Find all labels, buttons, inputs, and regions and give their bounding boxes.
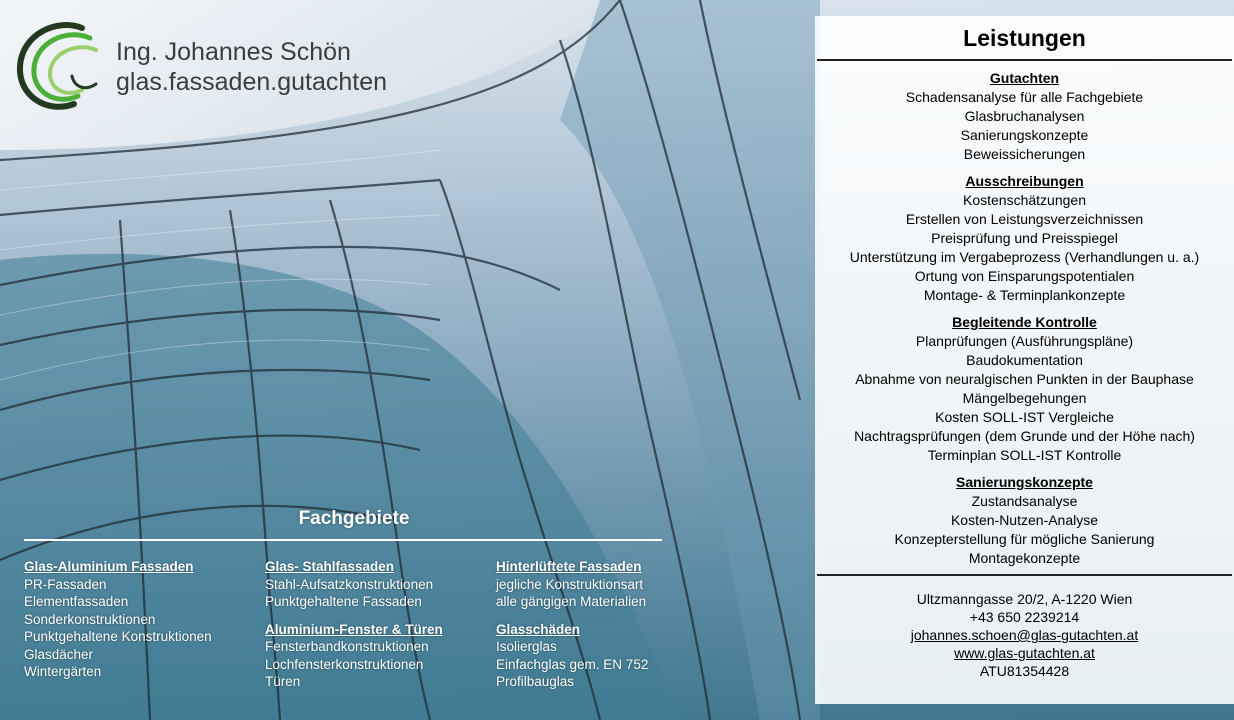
fach-item: Punktgehaltene Fassaden [265,594,422,609]
logo-tagline: glas.fassaden.gutachten [116,68,388,96]
service-item: Montagekonzepte [968,550,1081,566]
company-logo [12,16,392,116]
section-begleitende-kontrolle [815,313,1234,465]
contact-divider [817,574,1232,576]
service-item: Schadensanalyse für alle Fachgebiete [905,89,1144,105]
section-heading: Begleitende Kontrolle [952,314,1097,330]
service-item: Kostenschätzungen [963,192,1086,208]
service-item: Unterstützung im Vergabeprozess (Verhandlungen u. a.) [849,249,1200,265]
fach-item: Wintergärten [24,664,102,679]
fachgebiete-title: Fachgebiete [298,508,410,529]
fach-item: Lochfensterkonstruktionen [265,656,424,672]
section-sanierungskonzepte [815,473,1234,568]
service-item: Terminplan SOLL-IST Kontrolle [927,447,1122,463]
fach-item: Einfachglas gem. EN 752 [496,656,649,672]
fachgebiete-divider [24,539,662,541]
service-item: Preisprüfung und Preisspiegel [931,230,1118,246]
section-heading: Sanierungskonzepte [956,474,1093,490]
service-item: Montage- & Terminplankonzepte [923,287,1126,303]
fach-item: Türen [265,674,301,689]
fach-item: Profilbauglas [496,674,575,689]
fachgebiete-column-1 [24,558,212,681]
fach-item: PR-Fassaden [24,576,107,592]
fach-item: Elementfassaden [24,594,129,609]
service-item: Erstellen von Leistungsverzeichnissen [905,211,1144,227]
contact-website-link[interactable]: www.glas-gutachten.at [954,645,1095,661]
fach-item: Fensterbandkonstruktionen [265,639,429,654]
logo-swirl-icon [12,16,112,116]
services-panel [815,16,1234,704]
service-item: Ortung von Einsparungspotentialen [914,268,1135,284]
contact-phone[interactable]: +43 650 2239214 [969,609,1080,625]
contact-vat-number: ATU81354428 [979,663,1070,679]
fach-item: Sonderkonstruktionen [24,611,156,627]
service-item: Nachtragsprüfungen (dem Grunde und der Höhe nach) [854,428,1195,444]
fach-item: jegliche Konstruktionsart [496,576,644,592]
fach-heading: Glasschäden [496,621,581,637]
service-item: Kosten-Nutzen-Analyse [950,512,1099,528]
fach-heading: Glas-Aluminium Fassaden [24,559,194,574]
service-item: Mängelbegehungen [962,390,1087,406]
fach-item: Punktgehaltene Konstruktionen [24,629,212,644]
fachgebiete-column-3 [496,558,648,691]
service-item: Beweissicherungen [963,146,1086,162]
service-item: Konzepterstellung für mögliche Sanierung [894,531,1155,547]
service-item: Sanierungskonzepte [960,127,1089,143]
fach-item: Stahl-Aufsatzkonstruktionen [265,576,434,592]
services-title-divider [817,59,1232,61]
section-heading: Gutachten [989,70,1060,86]
section-ausschreibungen [815,172,1234,305]
fach-heading: Aluminium-Fenster & Türen [265,621,443,637]
section-heading: Ausschreibungen [965,173,1084,189]
fach-heading: Glas- Stahlfassaden [265,559,395,574]
fachgebiete-section [24,508,664,689]
service-item: Abnahme von neuralgischen Punkten in der Bauphase [855,371,1194,387]
contact-block [815,590,1234,680]
fach-item: Glasdächer [24,646,94,662]
service-item: Kosten SOLL-IST Vergleiche [935,409,1114,425]
logo-name: Ing. Johannes Schön [116,38,351,66]
contact-email-link[interactable]: johannes.schoen@glas-gutachten.at [910,627,1139,643]
fachgebiete-column-2 [265,558,443,691]
fach-item: alle gängigen Materialien [496,594,647,609]
fach-heading: Hinterlüftete Fassaden [496,559,642,574]
service-item: Baudokumentation [966,352,1083,368]
service-item: Glasbruchanalysen [964,108,1085,124]
contact-address: Ultzmanngasse 20/2, A-1220 Wien [916,591,1133,607]
fach-item: Isolierglas [496,639,557,654]
service-item: Planprüfungen (Ausführungspläne) [915,333,1134,349]
service-item: Zustandsanalyse [971,493,1078,509]
services-title: Leistungen [963,25,1086,51]
section-gutachten [815,69,1234,164]
